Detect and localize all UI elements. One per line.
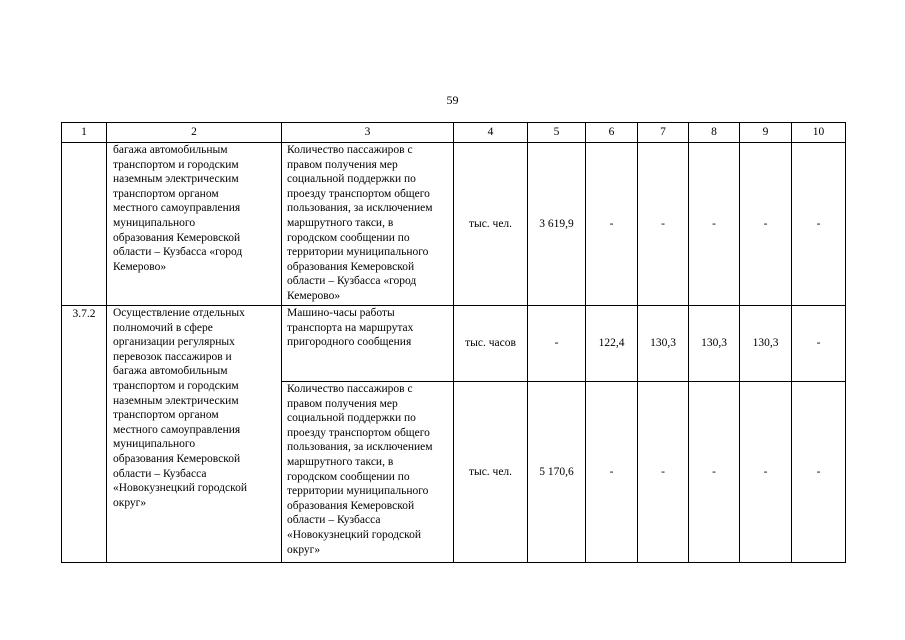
- value-cell: -: [792, 306, 846, 382]
- program-table: [61, 122, 846, 563]
- item-number-cell: 3.7.2: [62, 306, 107, 563]
- header-cell: 5: [528, 123, 586, 143]
- value-cell: 3 619,9: [528, 143, 586, 306]
- value-cell: 130,3: [740, 306, 792, 382]
- value-cell: -: [528, 306, 586, 382]
- value-cell: -: [689, 382, 740, 563]
- header-cell: 8: [689, 123, 740, 143]
- header-cell: 2: [107, 123, 282, 143]
- indicator-text: Количество пассажиров с правом получения мер социальной поддержки по проезду транспортом общего пользования, за исключением маршрутного такси, в городском сообщении по территории муниципального образования Кемеровской области – Кузбасса «город Кемерово»: [287, 144, 433, 302]
- table-row: [62, 306, 846, 382]
- header-cell: 6: [586, 123, 638, 143]
- table-row: [62, 143, 846, 306]
- header-cell: 7: [638, 123, 689, 143]
- unit-cell: тыс. часов: [454, 306, 528, 382]
- indicator-text: Машино-часы работы транспорта на маршрутах пригородного сообщения: [287, 307, 414, 349]
- header-cell: 10: [792, 123, 846, 143]
- unit-cell: тыс. чел.: [454, 143, 528, 306]
- value-cell: -: [638, 143, 689, 306]
- value-cell: -: [638, 382, 689, 563]
- header-cell: 1: [62, 123, 107, 143]
- value-cell: -: [740, 143, 792, 306]
- value-cell: 130,3: [638, 306, 689, 382]
- value-cell: 5 170,6: [528, 382, 586, 563]
- value-cell: -: [792, 382, 846, 563]
- value-cell: -: [689, 143, 740, 306]
- value-cell: 122,4: [586, 306, 638, 382]
- indicator-cell: [282, 143, 454, 306]
- item-name-text: багажа автомобильным транспортом и городским наземным электрическим транспортом органом местного самоуправления муниципального образования Кемеровской области – Кузбасса «город Кемерово»: [113, 144, 243, 273]
- header-cell: 3: [282, 123, 454, 143]
- header-row: [62, 123, 846, 143]
- indicator-cell: [282, 306, 454, 382]
- value-cell: 130,3: [689, 306, 740, 382]
- value-cell: -: [586, 143, 638, 306]
- page-number: 59: [446, 93, 459, 107]
- header-cell: 4: [454, 123, 528, 143]
- value-cell: -: [586, 382, 638, 563]
- indicator-cell: [282, 382, 454, 563]
- value-cell: -: [792, 143, 846, 306]
- item-number-cell: [62, 143, 107, 306]
- item-name-cell: [107, 143, 282, 306]
- indicator-text: Количество пассажиров с правом получения мер социальной поддержки по проезду транспортом общего пользования, за исключением маршрутного такси, в городском сообщении по территории муниципального образования Кемеровской области – Кузбасса «Новокузнецкий городской округ»: [287, 383, 433, 556]
- unit-cell: тыс. чел.: [454, 382, 528, 563]
- header-cell: 9: [740, 123, 792, 143]
- value-cell: -: [740, 382, 792, 563]
- item-name-cell: [107, 306, 282, 563]
- item-name-text: Осуществление отдельных полномочий в сфере организации регулярных перевозок пассажиров и багажа автомобильным транспортом и городским наземным электрическим транспортом органом местного самоуправления муниципального образования Кемеровской области – Кузбасса «Новокузнецкий городской округ»: [113, 307, 248, 509]
